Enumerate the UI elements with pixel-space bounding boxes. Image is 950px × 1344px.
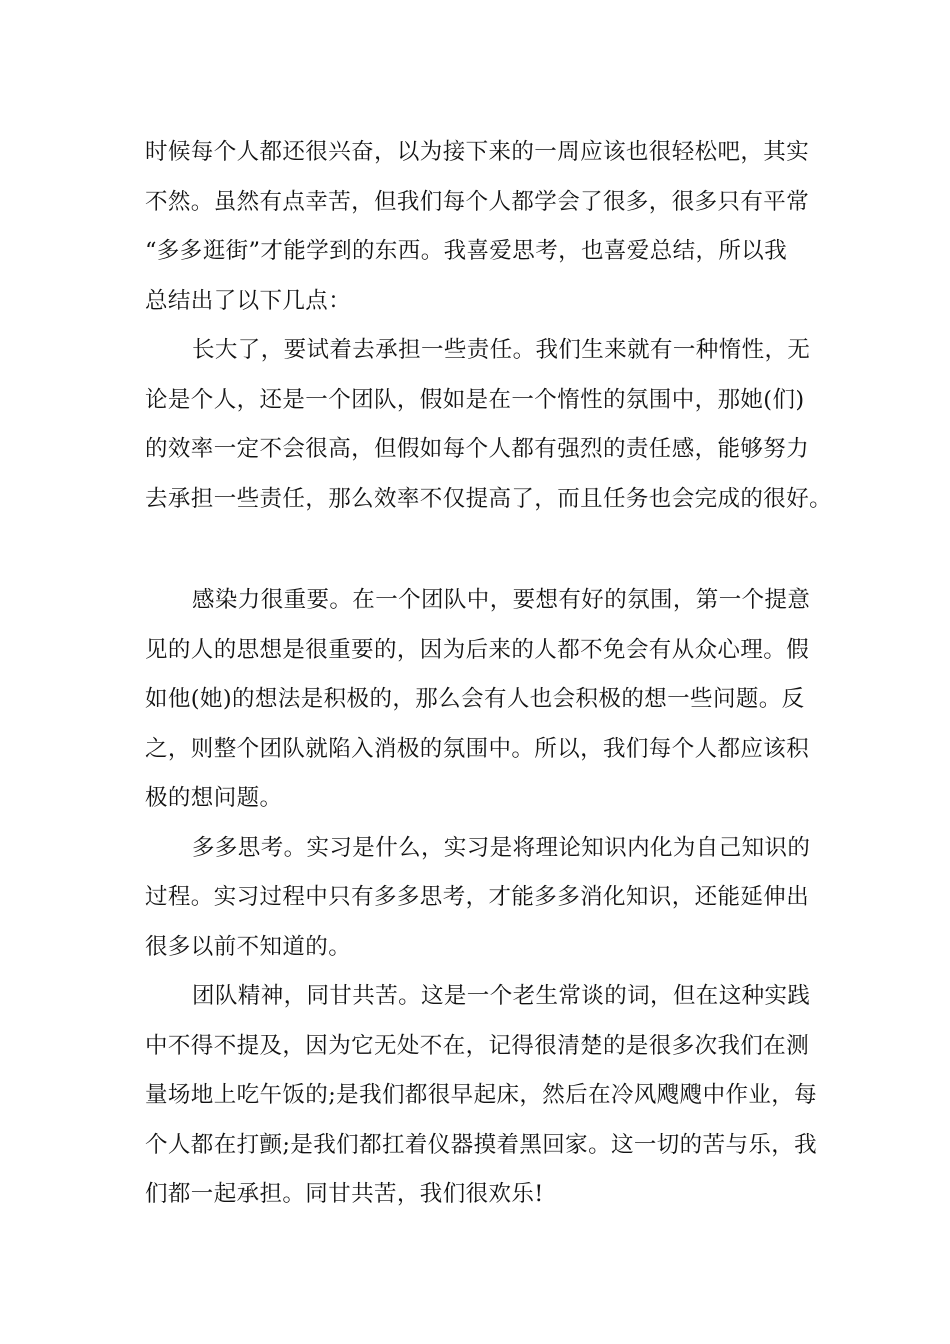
paragraph-line: 们都一起承担。同甘共苦，我们很欢乐! — [145, 1181, 544, 1207]
paragraph-line: 多多思考。实习是什么，实习是将理论知识内化为自己知识的 — [192, 834, 811, 861]
responsibility-paragraph — [145, 326, 833, 524]
paragraph-line: 见的人的思想是很重要的，因为后来的人都不免会有从众心理。假 — [145, 636, 810, 663]
paragraph-line: 中不得不提及，因为它无处不在，记得很清楚的是很多次我们在测 — [145, 1032, 810, 1059]
paragraph-line: 之，则整个团队就陷入消极的氛围中。所以，我们每个人都应该积 — [145, 735, 810, 762]
paragraph-line: 过程。实习过程中只有多多思考，才能多多消化知识，还能延伸出 — [145, 884, 810, 910]
paragraph-line: 个人都在打颤;是我们都扛着仪器摸着黑回家。这一切的苦与乐，我 — [145, 1131, 818, 1158]
paragraph-line: 长大了，要试着去承担一些责任。我们生来就有一种惰性，无 — [192, 337, 811, 363]
paragraph-line: 感染力很重要。在一个团队中，要想有好的氛围，第一个提意 — [192, 587, 811, 613]
paragraph-line: 极的想问题。 — [145, 785, 283, 811]
paragraph-line: 去承担一些责任，那么效率不仅提高了，而且任务也会完成的很好。 — [145, 485, 833, 512]
paragraph-line: 不然。虽然有点幸苦，但我们每个人都学会了很多，很多只有平常 — [145, 188, 810, 215]
paragraph-line: “多多逛街”才能学到的东西。我喜爱思考，也喜爱总结，所以我 — [145, 238, 788, 264]
paragraph-line: 量场地上吃午饭的;是我们都很早起床，然后在冷风飕飕中作业，每 — [145, 1082, 818, 1108]
paragraph-line: 团队精神，同甘共苦。这是一个老生常谈的词，但在这种实践 — [192, 983, 811, 1009]
paragraph-line: 如他(她)的想法是积极的，那么会有人也会积极的想一些问题。反 — [145, 686, 805, 712]
paragraph-line: 时候每个人都还很兴奋，以为接下来的一周应该也很轻松吧，其实 — [145, 139, 810, 165]
paragraph-line: 总结出了以下几点： — [145, 287, 352, 314]
paragraph-line: 论是个人，还是一个团队，假如是在一个惰性的氛围中，那她(们) — [145, 386, 805, 413]
paragraph-line: 很多以前不知道的。 — [145, 933, 352, 960]
paragraph-line: 的效率一定不会很高，但假如每个人都有强烈的责任感，能够努力 — [145, 436, 810, 462]
lessons-section — [145, 576, 825, 1220]
intro-paragraph — [145, 128, 825, 326]
